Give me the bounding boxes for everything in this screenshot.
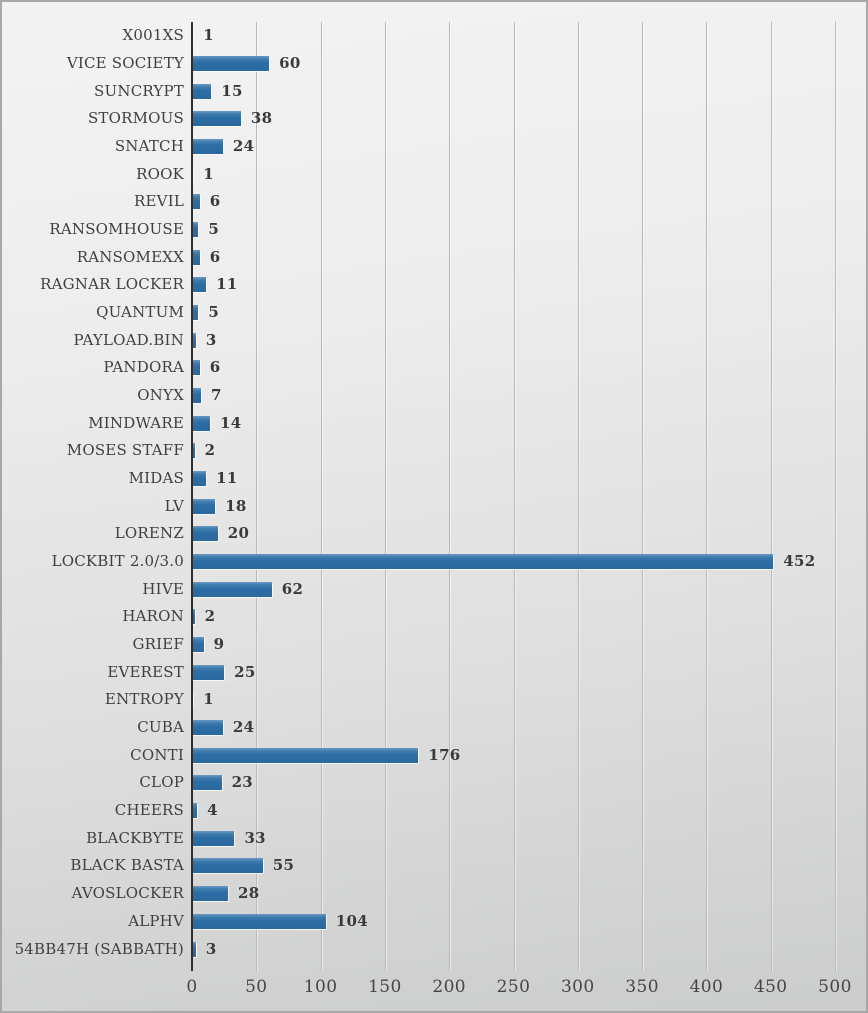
bar (192, 582, 272, 597)
bar (192, 637, 204, 652)
bar (192, 554, 773, 569)
bar-row (192, 935, 835, 963)
category-label: HARON (122, 607, 184, 626)
category-label: SNATCH (114, 137, 184, 156)
bar-row (192, 908, 835, 936)
x-axis-tick-label: 500 (818, 977, 852, 997)
bar-row (192, 299, 835, 327)
x-axis-tick-label: 200 (432, 977, 467, 997)
category-label: BLACKBYTE (86, 828, 184, 847)
bar-row (192, 880, 835, 908)
bar-row (192, 575, 835, 603)
bar (192, 720, 223, 735)
value-label: 2 (204, 441, 216, 460)
category-label: EVEREST (107, 662, 184, 681)
bar-row (192, 714, 835, 742)
value-label: 5 (208, 220, 220, 239)
gridline (835, 22, 836, 971)
bar (192, 748, 418, 763)
category-label: SUNCRYPT (94, 81, 184, 100)
bar (192, 56, 269, 71)
category-label: HIVE (142, 579, 184, 598)
category-axis (2, 22, 184, 963)
value-label: 1 (203, 164, 215, 183)
value-label: 7 (211, 386, 222, 405)
bar (192, 665, 224, 680)
bar-row (192, 797, 835, 825)
value-label: 6 (209, 192, 221, 211)
category-label: ALPHV (128, 911, 184, 930)
bar (192, 360, 200, 375)
value-label: 452 (783, 552, 816, 571)
value-label: 6 (209, 247, 221, 266)
bar (192, 831, 234, 846)
bar (192, 858, 263, 873)
category-label: CUBA (137, 718, 184, 737)
value-label: 9 (213, 635, 225, 654)
bar-row (192, 548, 835, 576)
category-label: MINDWARE (88, 413, 184, 432)
bar (192, 914, 326, 929)
x-axis-tick-label: 100 (303, 977, 338, 997)
category-label: CHEERS (114, 801, 184, 820)
bar-series (192, 22, 835, 963)
category-label: PANDORA (103, 358, 184, 377)
bar-row (192, 409, 835, 437)
bar (192, 526, 218, 541)
category-label: MIDAS (128, 469, 184, 488)
category-label: PAYLOAD.BIN (73, 330, 184, 349)
category-label: STORMOUS (87, 109, 184, 128)
x-axis-tick-label: 50 (245, 977, 268, 997)
category-label: RAGNAR LOCKER (40, 275, 184, 294)
bar-row (192, 824, 835, 852)
bar-row (192, 631, 835, 659)
bar (192, 194, 200, 209)
category-label: GRIEF (132, 635, 184, 654)
bar-row (192, 105, 835, 133)
value-label: 15 (221, 81, 243, 100)
bar-row (192, 77, 835, 105)
bar (192, 886, 228, 901)
category-label: CLOP (139, 773, 184, 792)
bar (192, 111, 241, 126)
bar (192, 471, 206, 486)
y-axis-line (191, 22, 193, 971)
bar-row (192, 437, 835, 465)
category-label: 54BB47H (SABBATH) (14, 939, 184, 958)
bar-row (192, 160, 835, 188)
value-label: 24 (232, 718, 255, 737)
x-axis-tick-label: 0 (186, 977, 198, 997)
category-label: VICE SOCIETY (66, 54, 184, 72)
category-label: QUANTUM (96, 303, 184, 322)
value-label: 1 (203, 690, 215, 709)
value-label: 20 (227, 524, 250, 543)
category-label: BLACK BASTA (70, 856, 184, 875)
value-label: 1 (203, 26, 215, 45)
value-label: 11 (216, 469, 238, 488)
bar-row (192, 216, 835, 244)
bar-row (192, 741, 835, 769)
bar-row (192, 243, 835, 271)
value-label: 23 (231, 773, 254, 792)
value-label: 24 (232, 137, 255, 156)
bar-row (192, 492, 835, 520)
category-label: RANSOMEXX (76, 247, 184, 266)
value-label: 11 (216, 275, 238, 294)
category-label: ENTROPY (104, 690, 184, 709)
x-axis-tick-label: 350 (625, 977, 659, 997)
bar-row (192, 271, 835, 299)
bar (192, 499, 215, 514)
value-label: 3 (205, 330, 217, 349)
bar (192, 388, 201, 403)
x-axis-tick-label: 150 (368, 977, 402, 997)
bar (192, 84, 211, 99)
value-label: 104 (335, 911, 368, 930)
bar-row (192, 22, 835, 50)
value-label: 28 (238, 884, 260, 903)
value-label: 2 (204, 607, 216, 626)
value-label: 60 (279, 54, 301, 72)
bar (192, 250, 200, 265)
bar (192, 277, 206, 292)
x-axis-tick-label: 250 (496, 977, 531, 997)
value-label: 62 (281, 579, 304, 598)
bar (192, 416, 210, 431)
bar-row (192, 769, 835, 797)
bar-row (192, 188, 835, 216)
bar-row (192, 382, 835, 410)
category-label: RANSOMHOUSE (49, 220, 184, 239)
value-label: 6 (209, 358, 221, 377)
bar-row (192, 520, 835, 548)
category-label: AVOSLOCKER (71, 884, 184, 903)
bar (192, 775, 222, 790)
bar-row (192, 326, 835, 354)
x-axis-tick-label: 450 (753, 977, 788, 997)
value-label: 25 (234, 662, 256, 681)
value-label: 3 (205, 939, 217, 958)
x-axis-tick-label: 400 (689, 977, 724, 997)
bar-row (192, 354, 835, 382)
category-label: CONTI (130, 745, 184, 764)
bar-row (192, 133, 835, 161)
category-label: LORENZ (114, 524, 184, 543)
bar-row (192, 658, 835, 686)
bar-row (192, 465, 835, 493)
value-label: 18 (225, 496, 247, 515)
category-label: MOSES STAFF (66, 441, 184, 460)
category-label: X001XS (122, 26, 184, 45)
value-label: 33 (244, 828, 266, 847)
value-label: 55 (272, 856, 295, 875)
bar-row (192, 686, 835, 714)
value-label: 5 (208, 303, 220, 322)
x-axis-tick-label: 300 (560, 977, 595, 997)
category-label: REVIL (134, 192, 184, 211)
plot-area (192, 22, 835, 963)
bar-row (192, 603, 835, 631)
value-label: 14 (220, 413, 242, 432)
x-axis-labels (186, 977, 852, 1002)
category-label: ROOK (136, 164, 184, 183)
value-label: 38 (250, 109, 273, 128)
value-label: 4 (207, 801, 218, 820)
value-label: 176 (428, 745, 461, 764)
bar (192, 139, 223, 154)
category-label: ONYX (137, 386, 184, 405)
bar-row (192, 50, 835, 78)
bar-row (192, 852, 835, 880)
category-label: LV (164, 496, 184, 515)
category-label: LOCKBIT 2.0/3.0 (51, 552, 184, 571)
